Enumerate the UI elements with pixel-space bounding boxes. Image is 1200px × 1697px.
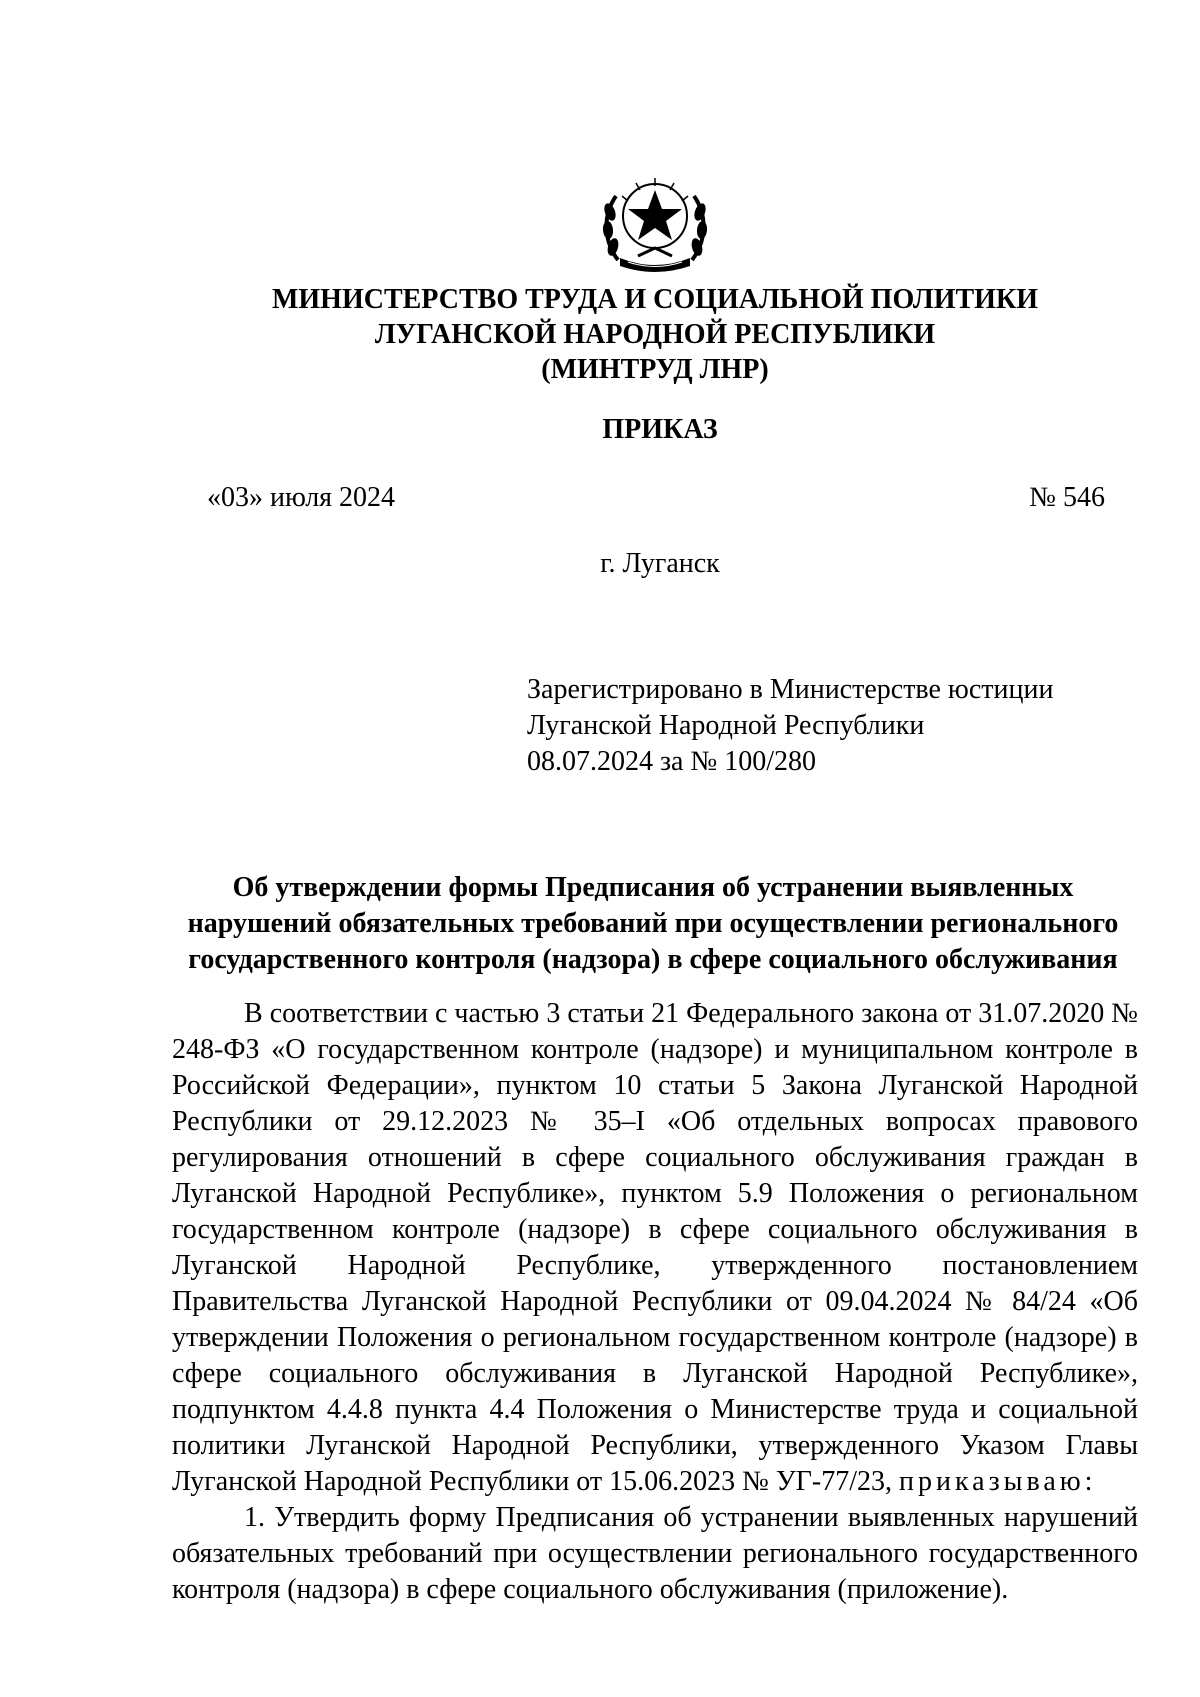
ministry-header bbox=[0, 282, 1200, 387]
registration-stamp bbox=[527, 672, 1053, 780]
subject-line2: нарушений обязательных требований при осуществлении регионального bbox=[187, 908, 1119, 939]
registration-line3: 08.07.2024 за № 100/280 bbox=[527, 746, 816, 777]
ministry-abbreviation: (МИНТРУД ЛНР) bbox=[541, 354, 769, 385]
registration-line2: Луганской Народной Республики bbox=[527, 710, 925, 741]
order-body bbox=[172, 996, 1138, 1608]
subject-line1: Об утверждении формы Предписания об устранении выявленных bbox=[232, 872, 1074, 903]
order-city: г. Луганск bbox=[600, 548, 720, 579]
command-word: приказываю: bbox=[899, 1466, 1097, 1497]
order-title: ПРИКАЗ bbox=[602, 414, 718, 445]
preamble-text: В соответствии с частью 3 статьи 21 Федерального закона от 31.07.2020 № 248-ФЗ «О государственном контроле (надзоре) и муниципальном контроле в Российской Федерации», пунктом 10 статьи 5 Закона Луганской Народной Республики от 29.12.2023 № 35–I «Об отдельных вопросах правового регулирования отношений в сфере социального обслуживания граждан в Луганской Народной Республике», пунктом 5.9 Положения о региональном государственном контроле (надзоре) в сфере социального обслуживания в Луганской Народной Республике, утвержденного постановлением Правительства Луганской Народной Республики от 09.04.2024 № 84/24 «Об утверждении Положения о региональном государственном контроле (надзоре) в сфере социального обслуживания в Луганской Народной Республике», подпунктом 4.4.8 пункта 4.4 Положения о Министерстве труда и социальной политики Луганской Народной Республики, утвержденного Указом Главы Луганской Народной Республики от 15.06.2023 № УГ-77/23, bbox=[172, 998, 1138, 1497]
registration-line1: Зарегистрировано в Министерстве юстиции bbox=[527, 674, 1054, 705]
order-date: «03» июля 2024 bbox=[207, 482, 396, 513]
order-subject bbox=[172, 870, 1134, 978]
order-number: № 546 bbox=[1029, 482, 1105, 513]
ministry-name-line1: МИНИСТЕРСТВО ТРУДА И СОЦИАЛЬНОЙ ПОЛИТИКИ bbox=[271, 284, 1039, 315]
subject-line3: государственного контроля (надзора) в сфере социального обслуживания bbox=[188, 944, 1118, 975]
coat-of-arms-icon bbox=[598, 172, 712, 278]
item-1-paragraph: 1. Утвердить форму Предписания об устранении выявленных нарушений обязательных требований при осуществлении регионального государственного контроля (надзора) в сфере социального обслуживания (приложение). bbox=[172, 1502, 1138, 1605]
preamble-paragraph bbox=[172, 996, 1138, 1500]
ministry-name-line2: ЛУГАНСКОЙ НАРОДНОЙ РЕСПУБЛИКИ bbox=[374, 319, 936, 350]
